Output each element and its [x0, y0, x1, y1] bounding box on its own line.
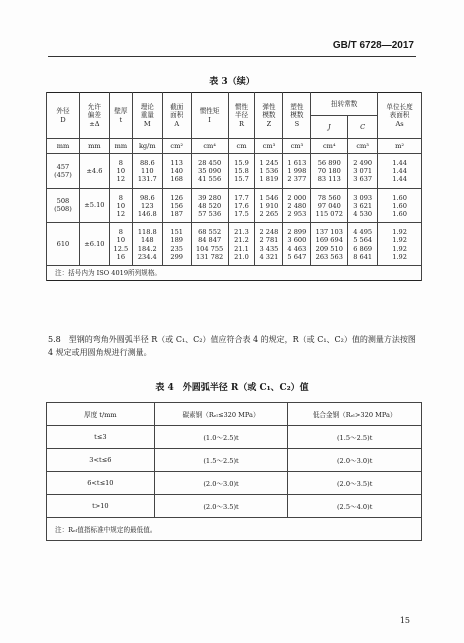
col-header-low-alloy-steel: 低合金钢（Rₑₗ>320 MPa） [288, 403, 422, 426]
cell-tol: ±5.10 [79, 188, 109, 223]
col-header-Z: 弹性 模数 Z [255, 93, 283, 139]
col-header-S: 塑性 模数 S [283, 93, 311, 139]
unit-cell: cm³ [283, 139, 311, 154]
cell-tol: ±6.10 [79, 223, 109, 266]
cell-t: 8 10 12.5 16 [109, 223, 132, 266]
col-header-tol: 允许 偏差 ±Δ [79, 93, 109, 139]
cell-S: 2 899 3 600 4 463 5 647 [283, 223, 311, 266]
cell-thickness: t≤3 [47, 426, 155, 449]
col-header-M: 理论 重量 M [132, 93, 162, 139]
table4 [46, 402, 422, 541]
cell-thickness: t>10 [47, 495, 155, 518]
cell-R: 17.7 17.6 17.5 [228, 188, 255, 223]
col-header-A: 截面 面积 A [162, 93, 191, 139]
cell-Z: 1 546 1 910 2 265 [255, 188, 283, 223]
cell-As: 1.92 1.92 1.92 1.92 [378, 223, 422, 266]
cell-As: 1.44 1.44 1.44 [378, 154, 422, 189]
unit-cell: kg/m [132, 139, 162, 154]
cell-t: 8 10 12 [109, 188, 132, 223]
unit-cell: cm² [162, 139, 191, 154]
cell-carbon: (2.0～3.5)t [154, 495, 288, 518]
col-header-D: 外径 D [47, 93, 80, 139]
cell-tol: ±4.6 [79, 154, 109, 189]
cell-thickness: 6<t≤10 [47, 472, 155, 495]
cell-C: 4 495 5 564 6 869 8 641 [348, 223, 378, 266]
unit-cell: cm⁴ [191, 139, 228, 154]
cell-J: 78 560 97 040 115 072 [311, 188, 348, 223]
table-row [47, 472, 422, 495]
cell-M: 98.6 123 146.8 [132, 188, 162, 223]
cell-J: 137 103 169 694 209 510 263 563 [311, 223, 348, 266]
cell-low-alloy: (1.5～2.5)t [288, 426, 422, 449]
cell-low-alloy: (2.0～3.5)t [288, 472, 422, 495]
cell-t: 8 10 12 [109, 154, 132, 189]
table4-caption: 表 4 外圆弧半径 R（或 C₁、C₂）值 [155, 383, 309, 393]
unit-cell: cm³ [255, 139, 283, 154]
cell-carbon: (2.0～3.0)t [154, 472, 288, 495]
cell-low-alloy: (2.5～4.0)t [288, 495, 422, 518]
cell-Z: 1 245 1 536 1 819 [255, 154, 283, 189]
cell-A: 151 189 235 299 [162, 223, 191, 266]
cell-D: 508 (508) [47, 188, 80, 223]
cell-Z: 2 248 2 781 3 435 4 321 [255, 223, 283, 266]
cell-C: 3 093 3 621 4 530 [348, 188, 378, 223]
table-row [47, 223, 422, 266]
cell-M: 88.6 110 131.7 [132, 154, 162, 189]
cell-I: 68 552 84 847 104 755 131 782 [191, 223, 228, 266]
unit-cell: cm⁴ [311, 139, 348, 154]
cell-S: 1 613 1 998 2 377 [283, 154, 311, 189]
cell-M: 118.8 148 184.2 234.4 [132, 223, 162, 266]
cell-carbon: (1.5～2.5)t [154, 449, 288, 472]
standard-code: GB/T 6728—2017 [332, 40, 414, 51]
col-header-C: C [348, 116, 378, 139]
table-row [47, 449, 422, 472]
col-header-As: 单位长度 表面积 As [378, 93, 422, 139]
cell-C: 2 490 3 071 3 637 [348, 154, 378, 189]
cell-A: 126 156 187 [162, 188, 191, 223]
unit-cell: cm [228, 139, 255, 154]
table4-note: 注：Rₑₗ值指标准中规定的最低值。 [47, 518, 422, 541]
table3-caption: 表 3（续） [209, 77, 255, 87]
clause-5-8: 5.8 型钢的弯角外圆弧半径 R（或 C₁、C₂）值应符合表 4 的规定，R（或 C₁、C₂）值的测量方法按图 4 规定或用圆角规进行测量。 [48, 335, 416, 357]
col-header-torsion: 扭转常数 [311, 93, 378, 116]
table-row [47, 426, 422, 449]
col-header-J: J [311, 116, 348, 139]
cell-As: 1.60 1.60 1.60 [378, 188, 422, 223]
table-row [47, 495, 422, 518]
table3 [46, 92, 422, 281]
cell-I: 28 450 35 090 41 556 [191, 154, 228, 189]
page-number: 15 [399, 616, 410, 625]
table-row [47, 188, 422, 223]
cell-A: 113 140 168 [162, 154, 191, 189]
cell-carbon: (1.0～2.5)t [154, 426, 288, 449]
col-header-R: 惯性 半径 R [228, 93, 255, 139]
unit-cell: cm³ [348, 139, 378, 154]
cell-D: 610 [47, 223, 80, 266]
unit-cell: mm [109, 139, 132, 154]
cell-low-alloy: (2.0～3.0)t [288, 449, 422, 472]
col-header-thickness: 厚度 t/mm [47, 403, 155, 426]
cell-I: 39 280 48 520 57 536 [191, 188, 228, 223]
cell-R: 21.3 21.2 21.1 21.0 [228, 223, 255, 266]
cell-R: 15.9 15.8 15.7 [228, 154, 255, 189]
table-row [47, 154, 422, 189]
unit-cell: mm [79, 139, 109, 154]
cell-S: 2 000 2 480 2 953 [283, 188, 311, 223]
table3-note: 注：括号内为 ISO 4019所列规格。 [47, 266, 422, 281]
unit-cell: mm [47, 139, 80, 154]
cell-J: 56 890 70 180 83 113 [311, 154, 348, 189]
cell-D: 457 (457) [47, 154, 80, 189]
header-rule [48, 56, 416, 57]
col-header-I: 惯性矩 I [191, 93, 228, 139]
col-header-t: 壁厚 t [109, 93, 132, 139]
cell-thickness: 3<t≤6 [47, 449, 155, 472]
unit-cell: m² [378, 139, 422, 154]
col-header-carbon-steel: 碳素钢（Rₑₗ≤320 MPa） [154, 403, 288, 426]
